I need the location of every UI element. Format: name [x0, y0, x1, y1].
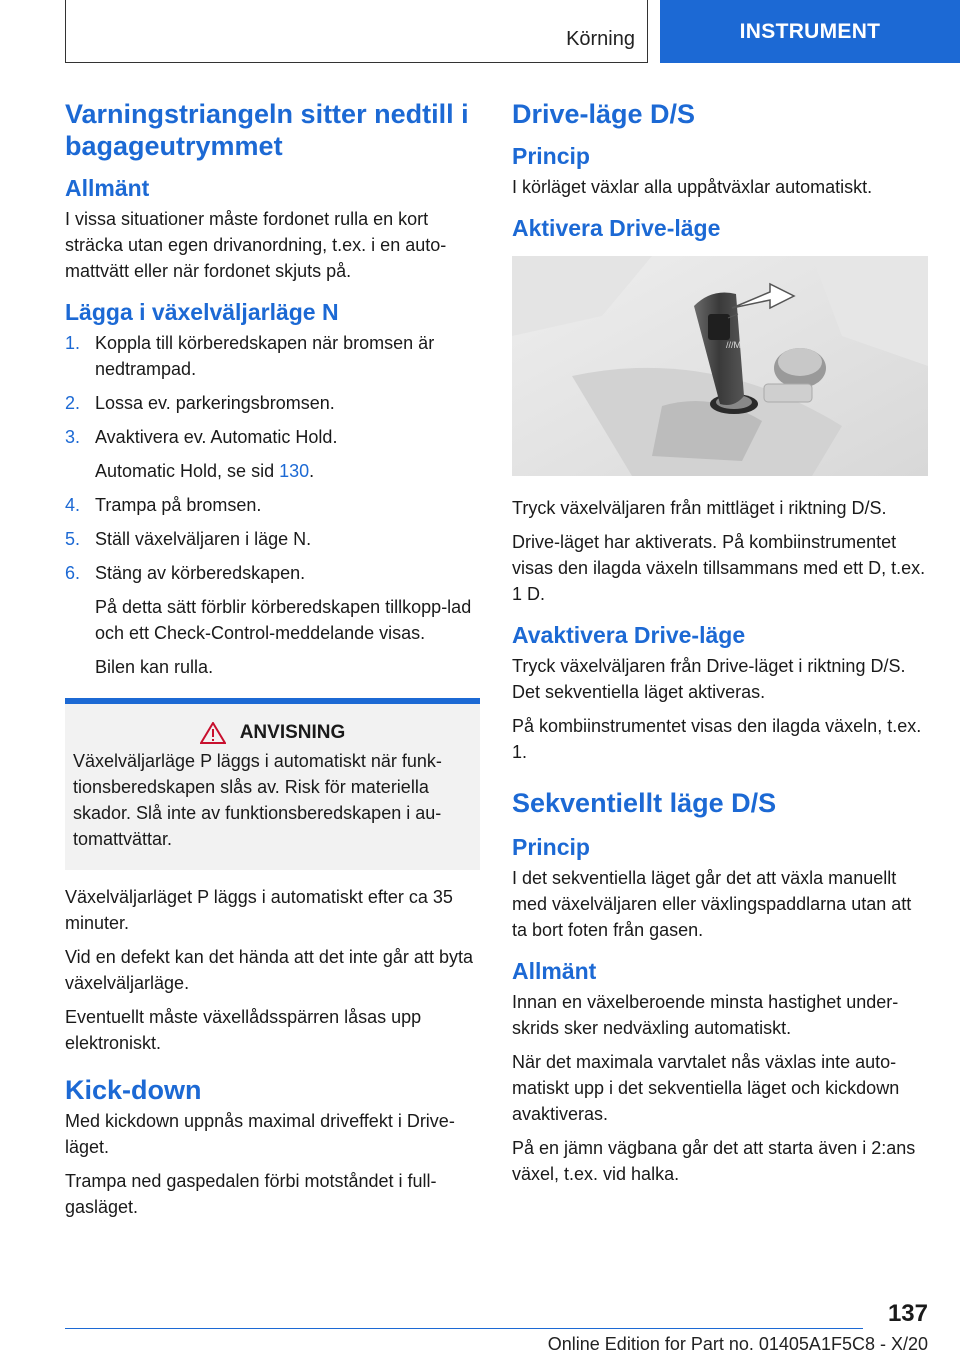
step6-note-1: På detta sätt förblir körberedskapen tillkopp-lad och ett Check-Control-meddelande visas. — [95, 597, 472, 643]
list-item — [65, 390, 480, 416]
step-number: 3. — [65, 427, 81, 447]
heading-kickdown: Kick-down — [65, 1075, 202, 1105]
svg-text:///M: ///M — [726, 340, 741, 350]
paragraph-general-2b: När det maximala varvtalet nås växlas inte auto-matiskt upp i det sekventiella läget och kickdown avaktiveras. — [512, 1052, 900, 1124]
heading-principle: Princip — [512, 143, 590, 169]
step6-note-2: Bilen kan rulla. — [95, 657, 214, 677]
heading-principle-2: Princip — [512, 834, 590, 860]
footer-edition: Online Edition for Part no. 01405A1F5C8 - X/20 — [547, 1334, 928, 1354]
step-number: 4. — [65, 495, 81, 515]
notice-text: Växelväljarläge P läggs i automatiskt när funk-tionsberedskapen slås av. Risk för materiella skador. Slå inte av funktionsberedskapen i au-tomattvättar. — [73, 751, 442, 849]
list-item — [65, 492, 480, 518]
footer-divider — [65, 1328, 863, 1329]
step3-note — [65, 458, 480, 484]
step-number: 5. — [65, 529, 81, 549]
paragraph-kickdown-1: Med kickdown uppnås maximal driveffekt i Drive-läget. — [65, 1111, 455, 1157]
heading-general-2: Allmänt — [512, 958, 597, 984]
header-chapter-tab[interactable]: INSTRUMENT — [660, 0, 960, 63]
right-column — [512, 98, 928, 1195]
page-number: 137 — [887, 1300, 928, 1327]
page-reference-link[interactable]: 130 — [279, 461, 310, 481]
list-item — [65, 330, 480, 382]
notice-box — [65, 698, 480, 870]
paragraph-deactivate-2: På kombiinstrumentet visas den ilagda växeln, t.ex. 1. — [512, 716, 922, 762]
step-list-cont — [65, 492, 480, 586]
step-text: Koppla till körberedskapen när bromsen är nedtrampad. — [95, 333, 435, 379]
gear-selector-illustration — [512, 256, 928, 476]
paragraph-principle: I körläget växlar alla uppåtväxlar automatiskt. — [512, 177, 873, 197]
warning-triangle-icon — [200, 722, 226, 744]
step-text: Ställ växelväljaren i läge N. — [95, 529, 312, 549]
heading-general: Allmänt — [65, 175, 150, 201]
paragraph-activate-2: Drive-läget har aktiverats. På kombiinstrumentet visas den ilagda växeln tillsammans med ett D, t.ex. 1 D. — [512, 532, 926, 604]
header-section-label: Körning — [566, 28, 635, 50]
paragraph-principle-2: I det sekventiella läget går det att växla manuellt med växelväljaren eller växlingspaddlarna utan att ta bort foten från gasen. — [512, 868, 912, 940]
step-text: Lossa ev. parkeringsbromsen. — [95, 393, 335, 413]
step-number: 1. — [65, 333, 81, 353]
notice-header — [73, 722, 472, 744]
step3-note-text: Automatic Hold, se sid — [95, 461, 280, 481]
paragraph-general-2a: Innan en växelberoende minsta hastighet under-skrids sker nedväxling automatiskt. — [512, 992, 899, 1038]
step-text: Avaktivera ev. Automatic Hold. — [95, 427, 338, 447]
step-number: 6. — [65, 563, 81, 583]
heading-sequential: Sekventiellt läge D/S — [512, 788, 777, 818]
paragraph-kickdown-2: Trampa ned gaspedalen förbi motståndet i full-gasläget. — [65, 1171, 437, 1217]
step-text: Trampa på bromsen. — [95, 495, 262, 515]
heading-warning-triangle: Varningstriangeln sitter nedtill i bagageutrymmet — [65, 99, 469, 161]
paragraph-unlock: Eventuellt måste växellådsspärren låsas upp elektroniskt. — [65, 1007, 422, 1053]
list-item — [65, 560, 480, 586]
paragraph-defect: Vid en defekt kan det hända att det inte går att byta växelväljarläge. — [65, 947, 473, 993]
heading-deactivate: Avaktivera Drive-läge — [512, 622, 746, 648]
list-item — [65, 526, 480, 552]
left-column — [65, 98, 480, 1228]
list-item — [65, 424, 480, 450]
heading-neutral: Lägga i växelväljarläge N — [65, 299, 339, 325]
step-list — [65, 330, 480, 450]
step-number: 2. — [65, 393, 81, 413]
notice-title: ANVISNING — [239, 722, 346, 743]
paragraph-activate-1: Tryck växelväljaren från mittläget i riktning D/S. — [512, 498, 887, 518]
heading-activate: Aktivera Drive-läge — [512, 215, 721, 241]
paragraph-general: I vissa situationer måste fordonet rulla en kort sträcka utan egen drivanordning, t.ex. i en auto-mattvätt eller när fordonet skjuts på. — [65, 209, 447, 281]
step-text: Stäng av körberedskapen. — [95, 563, 306, 583]
heading-drive-mode: Drive-läge D/S — [512, 99, 696, 129]
paragraph-deactivate-1: Tryck växelväljaren från Drive-läget i riktning D/S. Det sekventiella läget aktiveras. — [512, 656, 906, 702]
paragraph-auto-park: Växelväljarläget P läggs i automatiskt efter ca 35 minuter. — [65, 887, 453, 933]
step3-note-end: . — [309, 461, 315, 481]
paragraph-general-2c: På en jämn vägbana går det att starta även i 2:ans växel, t.ex. vid halka. — [512, 1138, 916, 1184]
